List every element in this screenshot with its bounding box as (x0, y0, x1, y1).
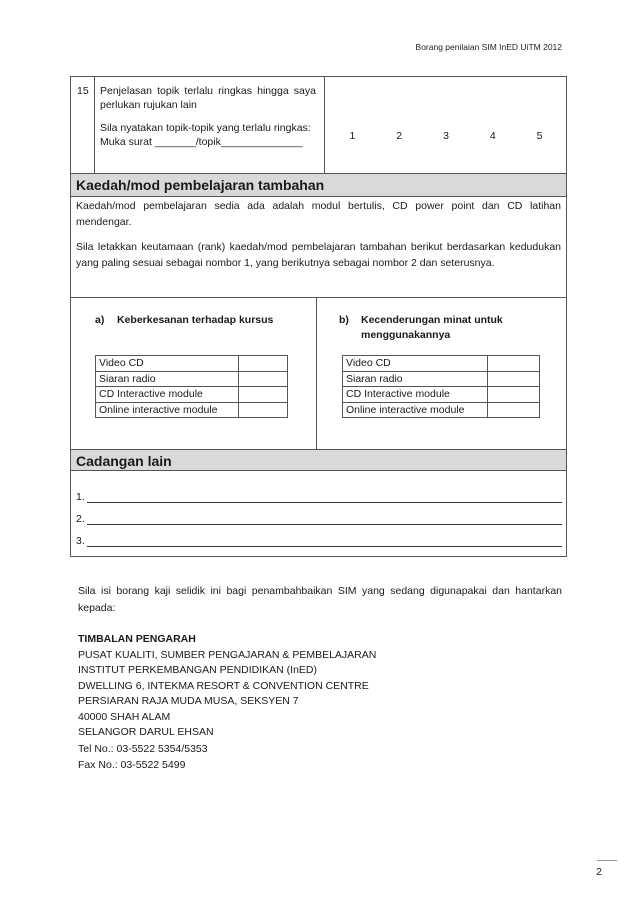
rank-input[interactable] (488, 356, 540, 372)
blank-line[interactable] (87, 535, 562, 547)
sub-question-title: Keberkesanan terhadap kursus (117, 314, 274, 326)
suggestion-line[interactable] (76, 525, 562, 547)
rank-input[interactable] (488, 387, 540, 403)
fax-number: Fax No.: 03-5522 5499 (78, 758, 186, 771)
submission-instruction: Sila isi borang kaji selidik ini bagi penambahbaikan SIM yang sedang digunapakai dan hantarkan kepada: (78, 585, 562, 614)
column-divider (324, 77, 325, 174)
rank-input[interactable] (239, 402, 288, 418)
suggestion-line[interactable] (76, 481, 562, 503)
page-number-rule (597, 860, 617, 861)
table-row (96, 356, 288, 372)
rank-input[interactable] (488, 402, 540, 418)
blank-line[interactable] (87, 513, 562, 525)
table-row (343, 402, 540, 418)
suggestion-number: 2. (76, 513, 85, 525)
table-row (96, 402, 288, 418)
rating-option-3[interactable]: 3 (443, 130, 449, 142)
section-heading-learning-methods: Kaedah/mod pembelajaran tambahan (71, 174, 566, 197)
sub-question-a (95, 313, 273, 328)
blank-line[interactable] (87, 491, 562, 503)
page-topic-field[interactable]: Muka surat _______/topik______________ (100, 136, 303, 148)
table-row (343, 371, 540, 387)
rating-option-5[interactable]: 5 (536, 130, 543, 142)
sub-question-title: Kecenderungan minat untuk (361, 314, 503, 326)
table-row (96, 387, 288, 403)
question-row-15 (71, 77, 566, 174)
section-paragraph-existing: Kaedah/mod pembelajaran sedia ada adalah modul bertulis, CD power point dan CD latihan mendengar. (76, 200, 561, 228)
rating-option-2[interactable]: 2 (396, 130, 403, 142)
option-label: Video CD (343, 356, 488, 372)
option-label: Video CD (96, 356, 239, 372)
section-paragraph-instruction: Sila letakkan keutamaan (rank) kaedah/mod pembelajaran tambahan berikut berdasarkan kedudukan yang paling sesuai sebagai nombor 1, yang berikutnya sebagai nombor 2 dan seterusnya. (76, 241, 561, 269)
sub-question-label: a) (95, 314, 105, 326)
divider (316, 297, 317, 449)
address-line: INSTITUT PERKEMBANGAN PENDIDIKAN (InED) (78, 664, 318, 676)
option-label: Online interactive module (343, 402, 488, 418)
option-label: CD Interactive module (96, 387, 239, 403)
rating-option-1[interactable]: 1 (349, 130, 356, 142)
ranking-table-a (95, 355, 288, 418)
sub-question-b (339, 313, 519, 343)
question-number: 15 (77, 85, 89, 97)
option-label: CD Interactive module (343, 387, 488, 403)
rating-scale (325, 130, 567, 142)
suggestion-lines (76, 481, 562, 547)
address-line: PUSAT KUALITI, SUMBER PENGAJARAN & PEMBELAJARAN (78, 648, 377, 661)
table-row (343, 387, 540, 403)
survey-form-box (70, 76, 567, 557)
address-line: PERSIARAN RAJA MUDA MUSA, SEKSYEN 7 (78, 695, 299, 707)
table-row (96, 371, 288, 387)
suggestion-number: 3. (76, 535, 85, 547)
option-label: Siaran radio (343, 371, 488, 387)
address-line: SELANGOR DARUL EHSAN (78, 726, 214, 738)
rank-input[interactable] (488, 371, 540, 387)
address-recipient: TIMBALAN PENGARAH (78, 633, 196, 645)
telephone-number: Tel No.: 03-5522 5354/5353 (78, 743, 208, 755)
suggestion-number: 1. (76, 491, 85, 503)
section-heading-other-suggestions: Cadangan lain (71, 449, 566, 471)
sub-question-label: b) (339, 314, 349, 326)
rank-input[interactable] (239, 371, 288, 387)
mailing-address (78, 632, 562, 741)
address-line: DWELLING 6, INTEKMA RESORT & CONVENTION CENTRE (78, 679, 369, 692)
document-header-note: Borang penilaian SIM InED UiTM 2012 (415, 42, 562, 52)
rank-input[interactable] (239, 387, 288, 403)
rating-option-4[interactable]: 4 (489, 130, 496, 142)
question-statement: Penjelasan topik terlalu ringkas hingga saya perlukan rujukan lain (100, 85, 316, 111)
divider (71, 297, 566, 298)
option-label: Siaran radio (96, 371, 239, 387)
question-text (100, 84, 316, 149)
page-number: 2 (596, 866, 602, 878)
contact-numbers (78, 742, 562, 773)
question-instruction: Sila nyatakan topik-topik yang terlalu ringkas: (100, 122, 311, 134)
table-row (343, 356, 540, 372)
ranking-table-b (342, 355, 540, 418)
column-divider (94, 77, 95, 174)
sub-question-title-cont: menggunakannya (361, 329, 451, 341)
address-line: 40000 SHAH ALAM (78, 710, 171, 723)
rank-input[interactable] (239, 356, 288, 372)
suggestion-line[interactable] (76, 503, 562, 525)
option-label: Online interactive module (96, 402, 239, 418)
